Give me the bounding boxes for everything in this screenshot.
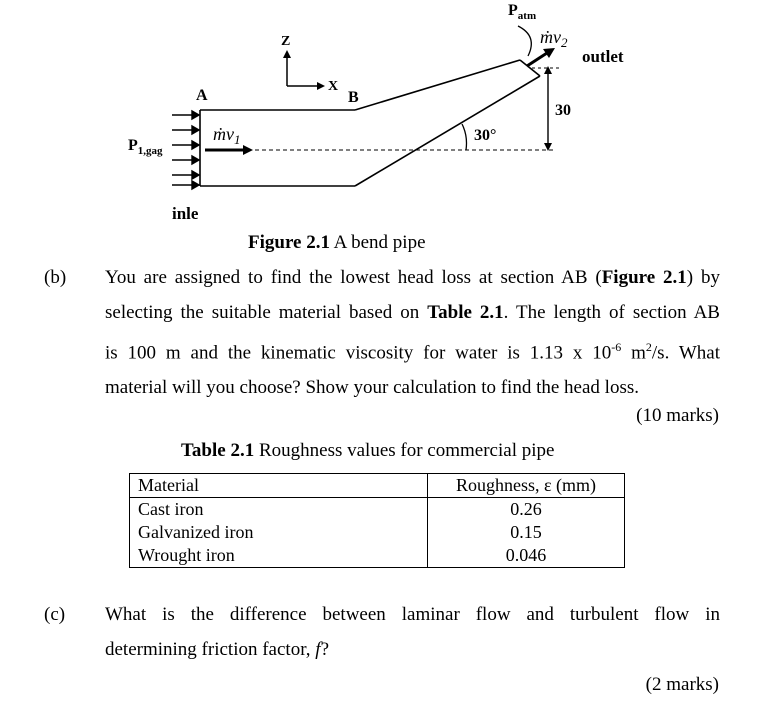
z-axis-label: Z <box>281 34 291 49</box>
question-b-line-4: material will you choose? Show your calculation to find the head loss. <box>105 377 639 399</box>
question-c-text <box>105 597 720 667</box>
figure-caption <box>248 232 426 254</box>
table-caption-text: Roughness values for commercial pipe <box>254 440 555 461</box>
table-row <box>130 544 625 568</box>
question-b-line-3: is 100 m and the kinematic viscosity for water is 1.13 x $10^{-6}$ $m^2/s$. What <box>105 340 720 364</box>
inlet-label: inle <box>172 204 199 223</box>
question-b-line-1: You are assigned to find the lowest head loss at section AB (Figure 2.1) by <box>105 267 720 288</box>
table-row <box>130 521 625 544</box>
cell-material: Cast iron <box>130 498 428 522</box>
question-b-label: (b) <box>44 267 67 288</box>
mv2-label: ṁv$_2$ <box>540 27 568 50</box>
bend-pipe-figure <box>0 0 771 235</box>
header-material: Material <box>130 474 428 498</box>
table-caption <box>181 440 554 462</box>
point-a-label: A <box>196 87 208 104</box>
p-atm-label: $P_{atm}$ <box>508 2 537 22</box>
pipe-outline <box>200 60 540 186</box>
question-c-line-1: What is the difference between laminar flow and turbulent flow in <box>105 604 720 625</box>
question-c-line-2: determining friction factor, f? <box>105 639 329 660</box>
question-b-line-2: selecting the suitable material based on Table 2.1. The length of section AB <box>105 302 720 323</box>
angle-label: 30° <box>474 127 497 144</box>
question-b-text <box>105 260 720 405</box>
table-caption-number: Table 2.1 <box>181 440 255 461</box>
x-axis-arrowhead <box>317 82 325 90</box>
cell-material: Galvanized iron <box>130 521 428 544</box>
cell-roughness: 0.15 <box>428 521 625 544</box>
cell-material: Wrought iron <box>130 544 428 568</box>
cell-roughness: 0.046 <box>428 544 625 568</box>
table-header-row <box>130 474 625 498</box>
table-row <box>130 498 625 522</box>
x-axis-label: X <box>328 79 339 94</box>
roughness-table <box>129 473 625 568</box>
outlet-label: outlet <box>582 47 624 66</box>
angle-arc <box>462 124 467 150</box>
header-roughness: Roughness, ε (mm) <box>428 474 625 498</box>
figure-caption-number: Figure 2.1 <box>248 232 330 253</box>
z-axis-arrowhead <box>283 50 291 58</box>
pipe-bottom-bend <box>355 76 540 186</box>
mv1-arrowhead <box>243 145 253 155</box>
p-atm-leader <box>518 26 531 56</box>
figure-caption-text: A bend pipe <box>329 232 426 253</box>
point-b-label: B <box>348 89 359 106</box>
mv1-label: ṁv$_1$ <box>213 124 241 147</box>
inlet-pressure-arrows <box>172 111 199 189</box>
mv2-arrow-line <box>527 53 547 66</box>
question-b-marks: (10 marks) <box>636 405 719 426</box>
p-gag-label: $P_{1,gag}$ <box>128 137 163 157</box>
height-label: 30 <box>555 102 571 119</box>
question-c-label: (c) <box>44 604 66 625</box>
height-arrow-top <box>544 66 552 74</box>
cell-roughness: 0.26 <box>428 498 625 522</box>
question-c-marks: (2 marks) <box>645 674 719 695</box>
